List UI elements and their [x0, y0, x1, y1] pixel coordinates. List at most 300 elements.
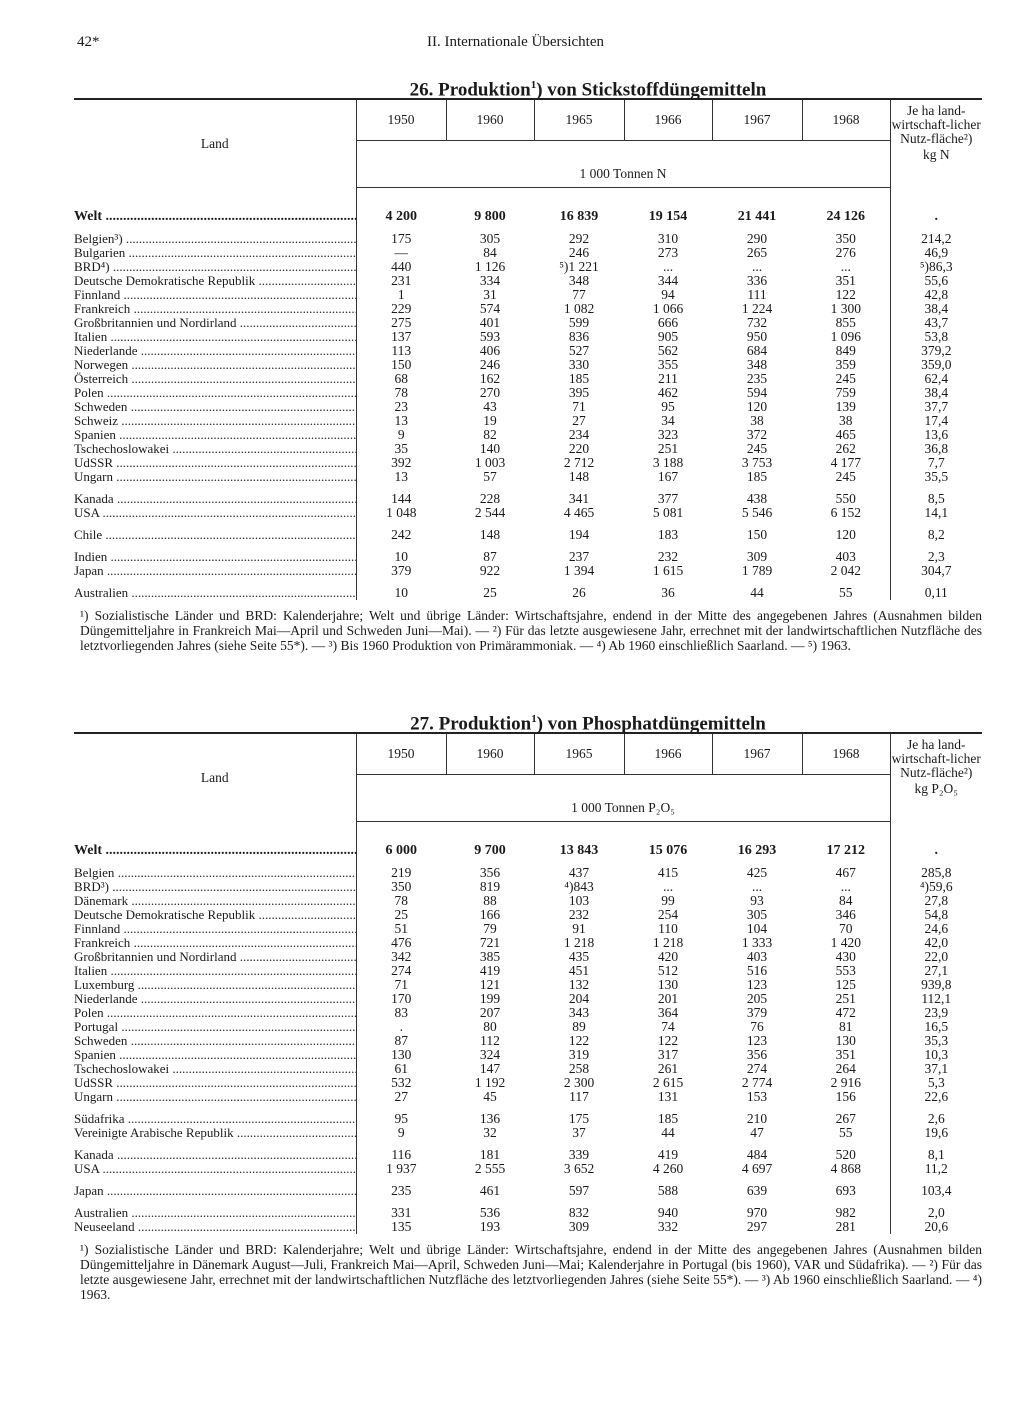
table-26-per-ha-header	[890, 99, 982, 188]
country-cell	[74, 1220, 356, 1234]
value-cell: 905	[657, 329, 679, 344]
table-27-year-header: 1950	[356, 733, 446, 775]
table-row	[74, 316, 982, 330]
country-cell	[74, 506, 356, 520]
value-cell: 120	[746, 399, 768, 414]
spacer-cell	[802, 188, 890, 211]
value-cell: 1 218	[563, 935, 595, 950]
country-name: Dänemark .....	[74, 894, 356, 908]
table-27-year-header: 1965	[534, 733, 624, 775]
value-cell: 89	[572, 1019, 586, 1034]
spacer-cell	[890, 822, 982, 845]
value-cell: 536	[479, 1205, 501, 1220]
per-ha-cell: ⁴)59,6	[890, 880, 982, 894]
value-cell: 38	[750, 413, 764, 428]
value-cell: 4 200	[356, 210, 446, 224]
value-cell: 245	[746, 441, 768, 456]
value-cell: 2 712	[563, 455, 595, 470]
country-name: Portugal .....	[74, 1020, 356, 1034]
country-name: Deutsche Demokratische Republik .....	[74, 908, 356, 922]
value-cell: 309	[568, 1219, 590, 1234]
spacer-cell	[74, 1176, 356, 1184]
country-name: Australien .....	[74, 1206, 356, 1220]
country-name: Tschechoslowakei .....	[74, 1062, 356, 1076]
country-name: Kanada .....	[74, 492, 356, 506]
value-cell: 228	[479, 491, 501, 506]
value-cell: 2 544	[474, 505, 506, 520]
value-cell: 2 916	[830, 1075, 861, 1090]
table-row	[74, 414, 982, 428]
value-cell: 594	[746, 385, 768, 400]
value-cell: 317	[657, 1047, 679, 1062]
value-cell: ...	[751, 259, 763, 274]
per-ha-cell: 8,5	[890, 492, 982, 506]
spacer-cell	[624, 188, 712, 211]
table-row	[74, 1162, 982, 1176]
value-cell: 1 082	[563, 301, 595, 316]
value-cell: 242	[356, 528, 446, 542]
per-ha-cell: 19,6	[890, 1126, 982, 1140]
value-cell: 150	[356, 358, 446, 372]
value-cell: 78	[356, 386, 446, 400]
value-cell: 970	[746, 1205, 768, 1220]
value-cell: 348	[568, 273, 590, 288]
value-cell: 273	[657, 245, 679, 260]
per-ha-cell: 43,7	[890, 316, 982, 330]
country-cell	[74, 1184, 356, 1198]
value-cell: 6 000	[356, 844, 446, 858]
value-cell: 297	[746, 1219, 768, 1234]
value-cell: 2 774	[741, 1075, 773, 1090]
value-cell: 245	[835, 469, 856, 484]
table-26-year-header: 1950	[356, 99, 446, 141]
value-cell: 451	[568, 963, 590, 978]
value-cell: 356	[746, 1047, 768, 1062]
value-cell: 235	[356, 1184, 446, 1198]
value-cell: 379	[356, 564, 446, 578]
country-name: Schweden .....	[74, 1034, 356, 1048]
spacer-cell	[74, 1140, 356, 1148]
per-ha-cell: 55,6	[890, 274, 982, 288]
value-cell: 211	[658, 371, 678, 386]
country-cell	[74, 1090, 356, 1104]
spacer-cell	[446, 188, 534, 211]
country-cell	[74, 1034, 356, 1048]
table-26-unit-header: 1 000 Tonnen N	[356, 141, 890, 188]
per-ha-cell: 38,4	[890, 302, 982, 316]
value-cell: 574	[479, 301, 501, 316]
value-cell: 305	[746, 907, 768, 922]
country-name: Italien .....	[74, 964, 356, 978]
value-cell: 281	[835, 1219, 856, 1234]
country-cell	[74, 260, 356, 274]
table-row	[74, 302, 982, 316]
value-cell: 6 152	[830, 505, 861, 520]
value-cell: 51	[356, 922, 446, 936]
value-cell: 245	[835, 371, 856, 386]
spacer-cell	[74, 578, 356, 586]
country-name: Ungarn .....	[74, 1090, 356, 1104]
value-cell: 162	[479, 371, 501, 386]
value-cell: 125	[835, 977, 856, 992]
country-cell	[74, 922, 356, 936]
value-cell: .	[356, 1020, 446, 1034]
value-cell: 10	[356, 550, 446, 564]
spacer-cell	[890, 188, 982, 211]
per-ha-cell: 27,1	[890, 964, 982, 978]
value-cell: 201	[657, 991, 679, 1006]
value-cell: 275	[356, 316, 446, 330]
per-ha-cell: 62,4	[890, 372, 982, 386]
value-cell: 351	[835, 1047, 856, 1062]
value-cell: 76	[750, 1019, 764, 1034]
value-cell: 1 937	[356, 1162, 446, 1176]
table-row	[74, 844, 982, 858]
per-ha-cell: 35,5	[890, 470, 982, 484]
value-cell: 324	[479, 1047, 501, 1062]
per-ha-cell: 285,8	[890, 866, 982, 880]
value-cell: 342	[356, 950, 446, 964]
value-cell: 175	[568, 1111, 590, 1126]
table-row	[74, 978, 982, 992]
country-cell	[74, 456, 356, 470]
country-name: Neuseeland .....	[74, 1220, 356, 1234]
country-cell	[74, 1062, 356, 1076]
country-name: Italien .....	[74, 330, 356, 344]
value-cell: 1 789	[741, 563, 773, 578]
value-cell: 258	[568, 1061, 590, 1076]
value-cell: 588	[657, 1183, 679, 1198]
value-cell: 87	[356, 1034, 446, 1048]
table-27-year-header: 1966	[624, 733, 712, 775]
table-row	[74, 1220, 982, 1234]
table-row	[74, 1006, 982, 1020]
value-cell: 639	[746, 1183, 768, 1198]
table-27-unit-header: 1 000 Tonnen P₂O₅	[356, 775, 890, 822]
value-cell: 290	[746, 231, 768, 246]
value-cell: 204	[568, 991, 590, 1006]
spacer-cell	[446, 822, 534, 845]
value-cell: 15 076	[648, 843, 688, 858]
per-ha-cell: 5,3	[890, 1076, 982, 1090]
table-row	[74, 358, 982, 372]
value-cell: 855	[835, 315, 856, 330]
spacer-cell	[802, 822, 890, 845]
value-cell: 205	[746, 991, 768, 1006]
value-cell: 23	[356, 400, 446, 414]
value-cell: ...	[662, 259, 674, 274]
value-cell: 94	[661, 287, 675, 302]
country-name: Ungarn .....	[74, 470, 356, 484]
table-row	[74, 442, 982, 456]
country-cell	[74, 1162, 356, 1176]
country-name: Österreich .....	[74, 372, 356, 386]
value-cell: 17 212	[826, 843, 865, 858]
value-cell: 562	[657, 343, 679, 358]
table-26-year-header: 1960	[446, 99, 534, 141]
value-cell: 232	[568, 907, 590, 922]
value-cell: 982	[835, 1205, 856, 1220]
value-cell: 385	[479, 949, 501, 964]
country-name: Belgien³) .....	[74, 232, 356, 246]
value-cell: 220	[568, 441, 590, 456]
country-cell	[74, 344, 356, 358]
value-cell: 922	[479, 563, 501, 578]
country-name: Chile .....	[74, 528, 356, 542]
value-cell: 1 394	[563, 563, 595, 578]
table-row	[74, 908, 982, 922]
value-cell: 210	[746, 1111, 768, 1126]
value-cell: 25	[483, 585, 497, 600]
value-cell: 185	[657, 1111, 679, 1126]
spacer-cell	[74, 188, 356, 211]
value-cell: 415	[657, 865, 679, 880]
country-name: Deutsche Demokratische Republik .....	[74, 274, 356, 288]
table-26-footnotes: ¹) Sozialistische Länder und BRD: Kalenderjahre; Welt und übrige Länder: Wirtschaftsjahre, endend in der Mitte des angegebenen Jahres (Ausnahmen bilden Düngemitteljahre in Frankreich Mai—April und Schweden Juni—Mai). — ²) Für das letzte ausgewiesene Jahr, errechnet mit der landwirtschaftlichen Nutzfläche des letztvorliegenden Jahres (siehe Seite 55*). — ³) Bis 1960 Produktion von Primärammoniak. — ⁴) Ab 1960 einschließlich Saarland. — ⁵) 1963.	[80, 608, 982, 653]
country-name: Finnland .....	[74, 922, 356, 936]
value-cell: 57	[483, 469, 497, 484]
country-name: Niederlande .....	[74, 992, 356, 1006]
per-ha-cell: 2,3	[890, 550, 982, 564]
value-cell: 111	[747, 287, 767, 302]
country-name: Vereinigte Arabische Republik .....	[74, 1126, 356, 1140]
table-row	[74, 428, 982, 442]
country-cell	[74, 210, 356, 224]
country-name: Niederlande .....	[74, 344, 356, 358]
per-ha-cell: 22,6	[890, 1090, 982, 1104]
country-name: BRD³) .....	[74, 880, 356, 894]
value-cell: 9	[356, 1126, 446, 1140]
value-cell: 1 066	[652, 301, 684, 316]
value-cell: ...	[840, 259, 851, 274]
value-cell: 3 188	[652, 455, 684, 470]
table-row	[74, 260, 982, 274]
value-cell: 47	[750, 1125, 764, 1140]
spacer-cell	[356, 822, 446, 845]
per-ha-cell: 10,3	[890, 1048, 982, 1062]
value-cell: 251	[835, 991, 856, 1006]
per-ha-cell: 2,6	[890, 1112, 982, 1126]
country-cell	[74, 246, 356, 260]
per-ha-cell: 53,8	[890, 330, 982, 344]
table-row	[74, 586, 982, 600]
value-cell: 199	[479, 991, 501, 1006]
table-row	[74, 1034, 982, 1048]
country-name: Großbritannien und Nordirland .....	[74, 316, 356, 330]
value-cell: 44	[661, 1125, 675, 1140]
value-cell: 136	[479, 1111, 501, 1126]
value-cell: 148	[568, 469, 590, 484]
table-row	[74, 506, 982, 520]
value-cell: 261	[657, 1061, 679, 1076]
table-row	[74, 964, 982, 978]
table-27-section	[74, 706, 982, 1302]
value-cell: 185	[746, 469, 768, 484]
value-cell: 61	[356, 1062, 446, 1076]
value-cell: 403	[835, 549, 856, 564]
per-ha-cell: 46,9	[890, 246, 982, 260]
country-name: UdSSR .....	[74, 456, 356, 470]
country-cell	[74, 400, 356, 414]
spacer-cell	[74, 520, 356, 528]
value-cell: 95	[356, 1112, 446, 1126]
table-spacer-row	[74, 188, 982, 211]
table-row	[74, 1076, 982, 1090]
table-27-year-header: 1968	[802, 733, 890, 775]
value-cell: 13	[356, 414, 446, 428]
per-ha-cell: 304,7	[890, 564, 982, 578]
value-cell: 36	[661, 585, 675, 600]
value-cell: 1 333	[741, 935, 773, 950]
table-row	[74, 344, 982, 358]
per-ha-cell: 359,0	[890, 358, 982, 372]
table-row	[74, 232, 982, 246]
value-cell: 113	[356, 344, 446, 358]
table-row	[74, 470, 982, 484]
per-ha-cell: 2,0	[890, 1206, 982, 1220]
table-row	[74, 564, 982, 578]
spacer-cell	[712, 188, 802, 211]
value-cell: 341	[568, 491, 590, 506]
value-cell: 2 555	[474, 1161, 506, 1176]
value-cell: 339	[568, 1147, 590, 1162]
value-cell: 319	[568, 1047, 590, 1062]
value-cell: 70	[839, 921, 853, 936]
spacer-cell	[534, 822, 624, 845]
table-row	[74, 372, 982, 386]
value-cell: 235	[746, 371, 768, 386]
value-cell: 88	[483, 893, 497, 908]
value-cell: 19 154	[648, 209, 688, 224]
table-27-title-pre: Produktion	[438, 713, 532, 735]
value-cell: 78	[356, 894, 446, 908]
value-cell: 1 126	[474, 259, 506, 274]
table-27-title-sup: 1	[531, 713, 537, 725]
value-cell: 1 192	[474, 1075, 506, 1090]
value-cell: 140	[479, 441, 501, 456]
value-cell: 527	[568, 343, 590, 358]
value-cell: 27	[356, 1090, 446, 1104]
value-cell: 437	[568, 865, 590, 880]
per-ha-cell: 36,8	[890, 442, 982, 456]
value-cell: 356	[479, 865, 501, 880]
value-cell: 274	[746, 1061, 768, 1076]
per-ha-cell: .	[890, 844, 982, 858]
per-ha-cell: 379,2	[890, 344, 982, 358]
value-cell: 420	[657, 949, 679, 964]
country-cell	[74, 964, 356, 978]
value-cell: 246	[479, 357, 501, 372]
value-cell: 348	[746, 357, 768, 372]
table-26-land-header: Land	[200, 135, 229, 151]
country-cell	[74, 330, 356, 344]
value-cell: 44	[750, 585, 764, 600]
country-cell	[74, 470, 356, 484]
value-cell: 170	[356, 992, 446, 1006]
value-cell: 721	[479, 935, 501, 950]
value-cell: 117	[569, 1089, 589, 1104]
table-26-year-header: 1966	[624, 99, 712, 141]
value-cell: 4 177	[830, 455, 861, 470]
value-cell: 26	[572, 585, 586, 600]
table-27-footnotes: ¹) Sozialistische Länder und BRD: Kalenderjahre; Welt und übrige Länder: Wirtschaftsjahre, endend in der Mitte des angegebenen Jahres (Ausnahmen bilden Düngemitteljahre in Dänemark August—Juli, Frankreich Mai—April, Schweden Juni—Mai; Kalenderjahre in Portugal (bis 1960), VAR und Südafrika). — ²) Für das letzte ausgewiesene Jahr, errechnet mit der landwirtschaftlichen Nutzfläche des letztvorliegenden Jahres (siehe Seite 55*). — ³) Ab 1960 einschließlich Saarland. — ⁴) 1963.	[80, 1242, 982, 1302]
value-cell: 343	[568, 1005, 590, 1020]
value-cell: 372	[746, 427, 768, 442]
value-cell: 135	[356, 1220, 446, 1234]
value-cell: 599	[568, 315, 590, 330]
per-ha-cell: 14,1	[890, 506, 982, 520]
value-cell: 38	[839, 413, 853, 428]
table-26-title-number: 26.	[409, 79, 434, 101]
value-cell: 232	[657, 549, 679, 564]
country-name: Großbritannien und Nordirland .....	[74, 950, 356, 964]
country-cell	[74, 978, 356, 992]
country-cell	[74, 232, 356, 246]
table-row	[74, 1090, 982, 1104]
table-row	[74, 492, 982, 506]
country-name: Finnland .....	[74, 288, 356, 302]
table-row	[74, 1148, 982, 1162]
table-row	[74, 246, 982, 260]
country-name: Norwegen .....	[74, 358, 356, 372]
value-cell: 9	[356, 428, 446, 442]
table-row	[74, 1020, 982, 1034]
value-cell: ...	[751, 879, 763, 894]
value-cell: 465	[835, 427, 856, 442]
value-cell: 130	[657, 977, 679, 992]
table-row	[74, 288, 982, 302]
value-cell: 1 420	[830, 935, 861, 950]
value-cell: 759	[835, 385, 856, 400]
value-cell: 832	[568, 1205, 590, 1220]
value-cell: 950	[746, 329, 768, 344]
country-cell	[74, 880, 356, 894]
table-26	[74, 98, 982, 600]
value-cell: 122	[835, 287, 856, 302]
value-cell: 346	[835, 907, 856, 922]
per-ha-cell: 8,2	[890, 528, 982, 542]
value-cell: 19	[483, 413, 497, 428]
value-cell: 251	[657, 441, 679, 456]
value-cell: 336	[746, 273, 768, 288]
value-cell: 462	[657, 385, 679, 400]
country-cell	[74, 492, 356, 506]
value-cell: 35	[356, 442, 446, 456]
table-row	[74, 1126, 982, 1140]
value-cell: 406	[479, 343, 501, 358]
value-cell: 438	[746, 491, 768, 506]
value-cell: 132	[568, 977, 590, 992]
value-cell: ...	[840, 879, 851, 894]
value-cell: 550	[835, 491, 856, 506]
value-cell: 392	[356, 456, 446, 470]
per-ha-cell: 17,4	[890, 414, 982, 428]
value-cell: 334	[479, 273, 501, 288]
value-cell: 1 218	[652, 935, 684, 950]
value-cell: 1 096	[830, 329, 861, 344]
country-cell	[74, 992, 356, 1006]
table-spacer-row	[74, 822, 982, 845]
value-cell: 4 260	[652, 1161, 684, 1176]
value-cell: 21 441	[737, 209, 777, 224]
country-name: USA .....	[74, 506, 356, 520]
value-cell: 377	[657, 491, 679, 506]
country-cell	[74, 1076, 356, 1090]
value-cell: 597	[568, 1183, 590, 1198]
country-cell	[74, 442, 356, 456]
value-cell: 110	[658, 921, 678, 936]
value-cell: 484	[746, 1147, 768, 1162]
